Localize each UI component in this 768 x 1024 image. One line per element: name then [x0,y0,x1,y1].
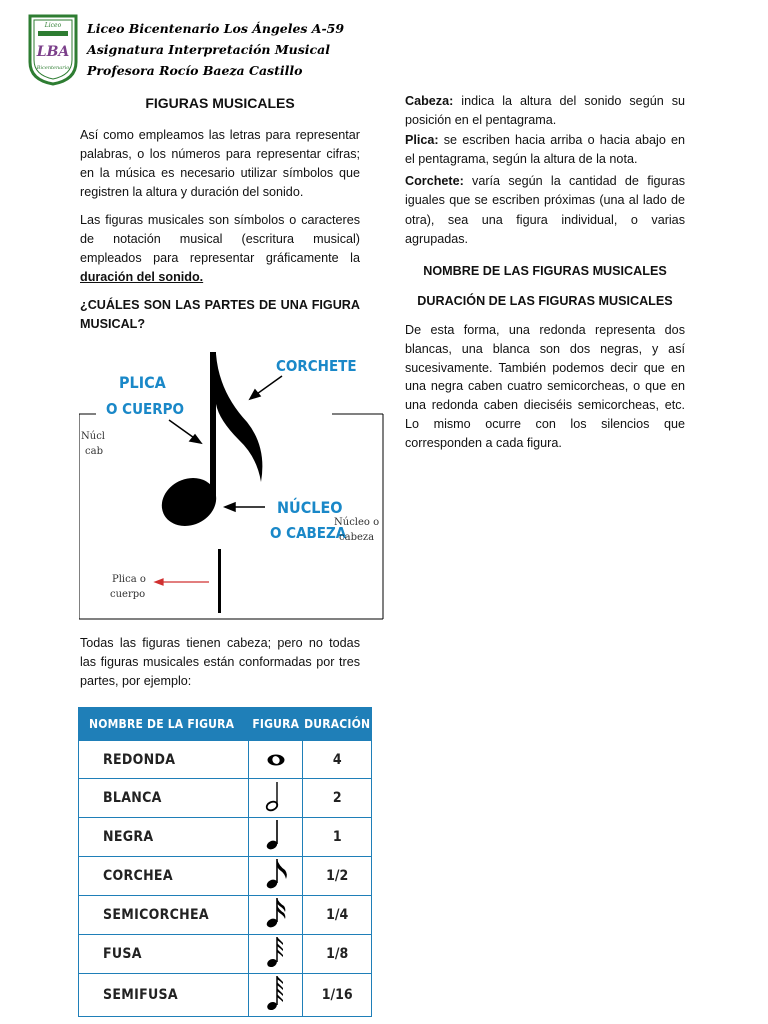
row-duration: 1/16 [303,974,372,1017]
header-duration: DURACIÓN [303,708,372,741]
label-nucleo: NÚCLEO [277,498,343,517]
corchete-label: Corchete: [405,174,464,188]
table-row [79,857,372,896]
row-duration: 1/2 [303,857,372,896]
row-name: REDONDA [79,741,249,779]
row-name: FUSA [79,935,249,974]
svg-text:Liceo: Liceo [44,22,62,29]
table-row [79,896,372,935]
table-row [79,741,372,779]
row-name: SEMICORCHEA [79,896,249,935]
small-label-plica: Plica o [112,574,146,585]
row-duration: 1 [303,818,372,857]
figures-parts-paragraph: Todas las figuras tienen cabeza; pero no todas las figuras musicales están conformadas por tres partes, por ejemplo: [80,636,360,688]
corchete-definition [405,172,685,250]
table-row [79,974,372,1017]
sixteenth-note-icon [256,896,296,930]
row-duration: 1/8 [303,935,372,974]
plica-text: se escriben hacia arriba o hacia abajo en el pentagrama, según la altura de la nota. [405,133,685,167]
parts-question: ¿CUÁLES SON LAS PARTES DE UNA FIGURA MUSICAL? [80,298,360,331]
definition-underlined: duración del sonido. [80,270,204,284]
cabeza-text: indica la altura del sonido según su posición en el pentagrama. [405,94,685,128]
label-corchete: CORCHETE [276,357,357,375]
header-name: NOMBRE DE LA FIGURA [79,708,249,741]
corchete-text: varía según la cantidad de figuras iguales que se escriben próximas (una al lado de otra), sea una figura individual, o varias agrupadas. [405,174,685,247]
label-plica-cuerpo: O CUERPO [106,400,184,418]
plica-label: Plica: [405,133,439,147]
definition-text: Las figuras musicales son símbolos o caracteres de notación musical (escritura musical) empleados para representar gráficamente la [80,213,360,265]
small-label-nucleo-right: Núcleo o [334,517,380,528]
table-row [79,818,372,857]
table-row [79,935,372,974]
small-label-nucleo-left: Núcl [81,431,105,442]
thirty-second-note-icon [256,935,296,969]
svg-text:Bicentenario: Bicentenario [36,65,70,71]
label-nucleo-cabeza: O CABEZA [270,524,347,542]
row-duration: 1/4 [303,896,372,935]
header-figure: FIGURA [249,708,303,741]
row-name: NEGRA [79,818,249,857]
heading-durations: DURACIÓN DE LAS FIGURAS MUSICALES [417,294,673,308]
header-teacher: Profesora Rocío Baeza Castillo [87,63,303,78]
whole-note-icon [256,743,296,773]
plica-definition [405,131,685,170]
cabeza-definition [405,92,685,131]
figures-table [78,707,372,1017]
quarter-note-icon [256,818,296,852]
small-label-cabeza-left: cab [85,446,103,457]
table-header-row [79,708,372,741]
sixty-fourth-note-icon [256,974,296,1012]
intro-paragraph: Así como empleamos las letras para representar palabras, o los números para representar cifras; en la música es necesario utilizar símbolos que registren la altura y duración del sonido. [80,128,360,199]
cabeza-label: Cabeza: [405,94,454,108]
small-label-cuerpo: cuerpo [110,589,146,600]
row-duration: 4 [303,741,372,779]
header-school-name: Liceo Bicentenario Los Ángeles A-59 [87,21,345,36]
heading-names: NOMBRE DE LAS FIGURAS MUSICALES [423,264,667,278]
definition-paragraph [80,211,360,287]
row-name: BLANCA [79,779,249,818]
eighth-note-icon [256,857,296,891]
row-duration: 2 [303,779,372,818]
half-note-icon [256,779,296,813]
school-logo-icon [28,14,78,86]
label-plica: PLICA [119,373,166,392]
header-subject: Asignatura Interpretación Musical [87,42,331,57]
durations-paragraph: De esta forma, una redonda representa dos blancas, una blanca son dos negras, y así sucesivamente. También podemos decir que en una negra caben cuatro semicorcheas, o que en una redonda caben dieciséis semicorcheas, etc. Lo mismo ocurre con los silencios que corresponden a cada figura. [405,323,685,450]
page-title: FIGURAS MUSICALES [145,95,295,111]
figure-parts-diagram [79,352,384,620]
svg-text:LBA: LBA [36,44,70,60]
row-name: CORCHEA [79,857,249,896]
table-row [79,779,372,818]
small-label-cabeza-right: cabeza [339,532,375,543]
row-name: SEMIFUSA [79,974,249,1017]
